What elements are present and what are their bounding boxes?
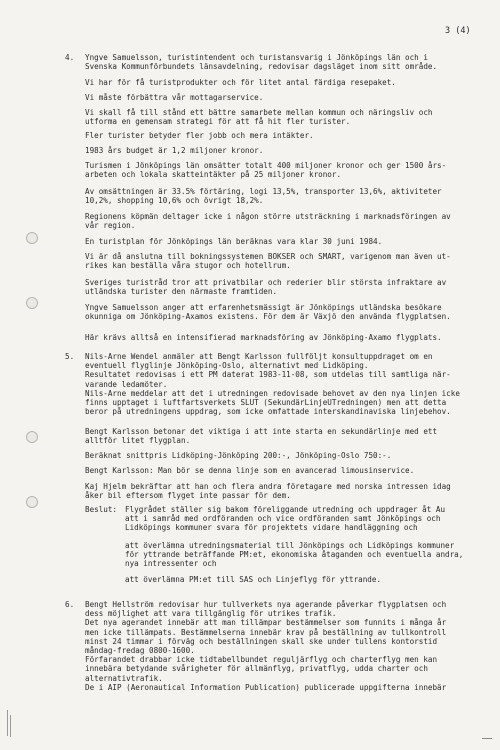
decision-label: Beslut:	[85, 505, 118, 514]
paragraph: Vi måste förbättra vår mottagarservice.	[85, 93, 264, 102]
section-number: 4.	[65, 53, 75, 62]
paragraph: Vi skall få till stånd ett bättre samarbete mellan kommun och näringsliv och utforma en gemensam strategi för att få hit fler turister.	[85, 108, 433, 127]
punch-hole	[26, 232, 38, 244]
paragraph: Yngve Samuelsson, turistintendent och turistansvarig i Jönköpings län och i Svenska Kommunförbundets länsavdelning, redovisar dagsläget inom sitt område.	[85, 53, 438, 72]
paragraph: Yngve Samuelsson anger att erfarenhetsmässigt är Jönköpings utländska besökare okunniga om Jönköping-Axamos existens. För dem är Växjö den använda flygplatsen.	[85, 303, 451, 322]
decision-item: att överlämna utredningsmaterial till Jönköpings och Lidköpings kommuner för yttrande beträffande PM:et, ekonomiska åtaganden och eventuella andra, nya intressenter och	[125, 541, 464, 569]
paragraph: 1983 års budget är 1,2 miljoner kronor.	[85, 146, 264, 155]
paragraph: Bengt Hellström redovisar hur tullverkets nya agerande påverkar flygplatsen och dess möjlighet att vara tillgänglig för utrikes trafik. Det nya agerandet innebär att man tillämpar bestämmelser som funnits i många år men icke tillämpats. Bestämmelserna innebär krav på beställning av tullkontroll minst 24 timmar i förväg och beställningen skall ske under tullens kontorstid måndag-fredag 0800-1600. Förfarandet drabbar icke tidtabellbundet reguljärflyg och charterflyg men kan innebära betydande svårigheter för allmänflyg, privatflyg, udda charter och alternativtrafik. De i AIP (Aeronautical Information Publication) publicerade uppgifterna innebär	[85, 600, 447, 692]
page-number: 3 (4)	[445, 26, 471, 36]
margin-mark	[482, 738, 492, 739]
paragraph: Beräknat snittpris Lidköping-Jönköping 200:-, Jönköping-Oslo 750:-.	[85, 451, 392, 460]
paragraph: Vi har för få turistprodukter och för litet antal färdiga resepaket.	[85, 78, 396, 87]
paragraph: Av omsättningen är 33.5% förtäring, logi 13,5%, transporter 13,6%, aktiviteter 10,2%, shopping 10,6% och övrigt 18,2%.	[85, 187, 442, 206]
section-number: 5.	[65, 352, 75, 361]
punch-hole	[26, 431, 38, 443]
paragraph: Turismen i Jönköpings län omsätter totalt 400 miljoner kronor och ger 1500 års- arbeten och lokala skatteintäkter på 25 miljoner kronor.	[85, 161, 447, 180]
decision-text: Flygrådet ställer sig bakom föreliggande utredning och uppdrager åt Au att i samråd med ordföranden och vice ordföranden samt Jönköpings och Lidköpings kommuner svara för projektets vidare handläggning och	[125, 505, 446, 533]
paragraph: Regionens köpmän deltager icke i någon större utsträckning i marknadsföringen av vår region.	[85, 212, 451, 231]
section-number: 6.	[65, 600, 75, 609]
paragraph: Bengt Karlsson betonar det viktiga i att inte starta en sekundärlinje med ett alltför litet flygplan.	[85, 427, 438, 446]
margin-mark	[10, 715, 11, 737]
paragraph: En turistplan för Jönköpings län beräknas vara klar 30 juni 1984.	[85, 237, 383, 246]
paragraph: Nils-Arne Wendel anmäler att Bengt Karlsson fullföljt konsultuppdraget om en eventuell flyglinje Jönköping-Oslo, alternativt med Lidköping. Resultatet redovisas i ett PM daterat 1983-11-08, som utdelas till samtliga när- varande ledamöter. Nils-Arne meddelar att det i utredningen redovisade behovet av den nya linjen icke finns upptaget i luftfartsverkets SLUT (SekundärLinjeUTredningen) men att detta beror på utredningens uppdrag, som icke omfattade interskandinaviska linjebehov.	[85, 352, 460, 417]
margin-mark	[7, 710, 8, 736]
paragraph: Bengt Karlsson: Man bör se denna linje som en avancerad limousinservice.	[85, 466, 415, 475]
paragraph: Här krävs alltså en intensifierad marknadsföring av Jönköping-Axamo flygplats.	[85, 333, 442, 342]
punch-hole	[26, 297, 38, 309]
decision-item: att överlämna PM:et till SAS och Linjeflyg för yttrande.	[125, 575, 382, 584]
paragraph: Vi är då anslutna till bokningssystemen BOKSER och SMART, varigenom man även ut- rikes kan beställa våra stugor och hotellrum.	[85, 252, 451, 271]
paragraph: Sveriges turistråd tror att privatbilar och rederier blir största infraktare av utländska turister den närmaste framtiden.	[85, 278, 447, 297]
paragraph: Fler turister betyder fler jobb och mera intäkter.	[85, 131, 314, 140]
punch-hole	[26, 496, 38, 508]
paragraph: Kaj Hjelm bekräftar att han och flera andra företagare med norska intressen idag åker bil eftersom flyget inte passar för dem.	[85, 482, 451, 501]
